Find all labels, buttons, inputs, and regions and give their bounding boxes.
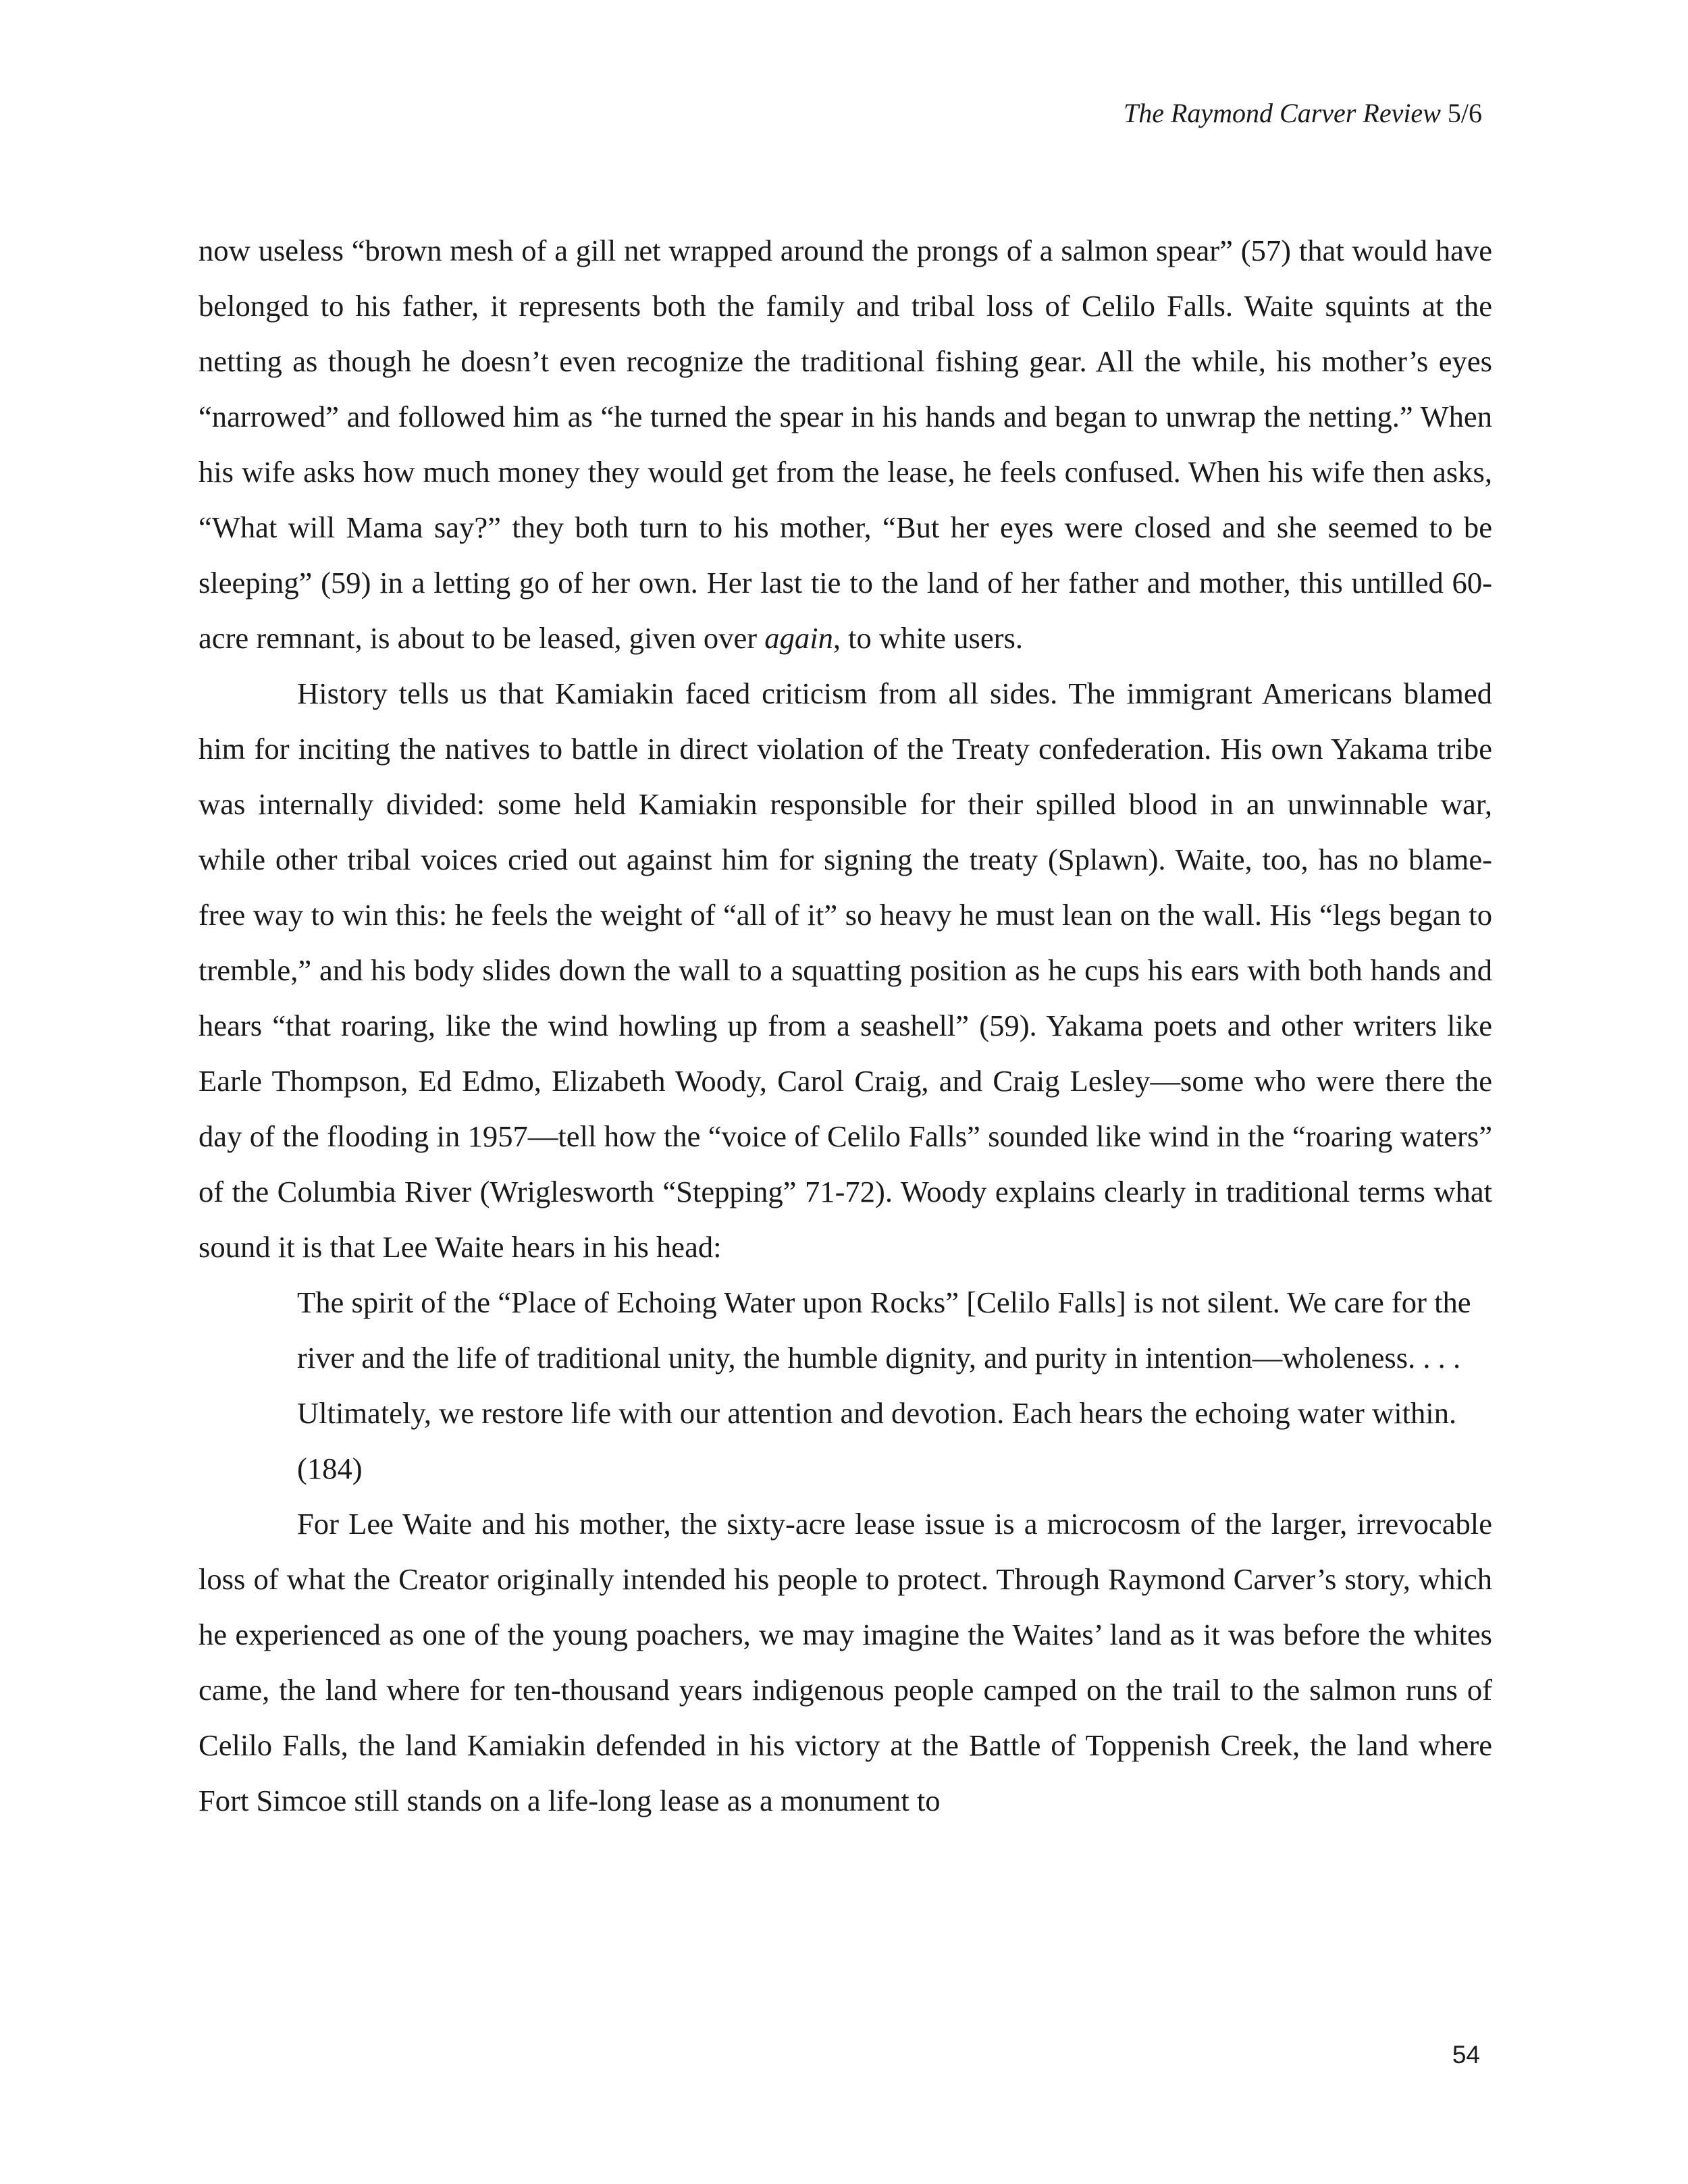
page-number: 54 — [1452, 2041, 1480, 2069]
article-body — [199, 223, 1492, 1828]
running-header — [1124, 100, 1482, 127]
issue-number: 5/6 — [1447, 98, 1482, 128]
paragraph-text-end: , to white users. — [833, 621, 1024, 655]
paragraph-kamiakin: History tells us that Kamiakin faced criticism from all sides. The immigrant Americans blamed him for inciting the natives to battle in direct violation of the Treaty confederation. His own Yakama tribe was internally divided: some held Kamiakin responsible for their spilled blood in an unwinnable war, while other tribal voices cried out against him for signing the treaty (Splawn). Waite, too, has no blame-free way to win this: he feels the weight of “all of it” so heavy he must lean on the wall. His “legs began to tremble,” and his body slides down the wall to a squatting position as he cups his ears with both hands and hears “that roaring, like the wind howling up from a seashell” (59). Yakama poets and other writers like Earle Thompson, Ed Edmo, Elizabeth Woody, Carol Craig, and Craig Lesley—some who were there the day of the flooding in 1957—tell how the “voice of Celilo Falls” sounded like wind in the “roaring waters” of the Columbia River (Wriglesworth “Stepping” 71-72). Woody explains clearly in traditional terms what sound it is that Lee Waite hears in his head: — [199, 676, 1492, 1264]
paragraph-lease: For Lee Waite and his mother, the sixty-acre lease issue is a microcosm of the larger, irrevocable loss of what the Creator originally intended his people to protect. Through Raymond Carver’s story, which he experienced as one of the young poachers, we may imagine the Waites’ land as it was before the whites came, the land where for ten-thousand years indigenous people camped on the trail to the salmon runs of Celilo Falls, the land Kamiakin defended in his victory at the Battle of Toppenish Creek, the land where Fort Simcoe still stands on a life-long lease as a monument to — [199, 1507, 1492, 1817]
block-quote-woody: The spirit of the “Place of Echoing Water upon Rocks” [Celilo Falls] is not silent. We care for the river and the life of traditional unity, the humble dignity, and purity in intention—wholeness. . . . Ultimately, we restore life with our attention and devotion. Each hears the echoing water within. (184) — [297, 1285, 1471, 1485]
paragraph-text: now useless “brown mesh of a gill net wrapped around the prongs of a salmon spear” (57) that would have belonged to his father, it represents both the family and tribal loss of Celilo Falls. Waite squints at the netting as though he doesn’t even recognize the traditional fishing gear. All the while, his mother’s eyes “narrowed” and followed him as “he turned the spear in his hands and began to unwrap the netting.” When his wife asks how much money they would get from the lease, he feels confused. When his wife then asks, “What will Mama say?” they both turn to his mother, “But her eyes were closed and she seemed to be sleeping” (59) in a letting go of her own. Her last tie to the land of her father and mother, this untilled 60-acre remnant, is about to be leased, given over — [199, 234, 1492, 655]
paragraph-continued — [199, 223, 1492, 666]
journal-title: The Raymond Carver Review — [1123, 98, 1441, 128]
emphasis-again: again — [764, 621, 833, 655]
